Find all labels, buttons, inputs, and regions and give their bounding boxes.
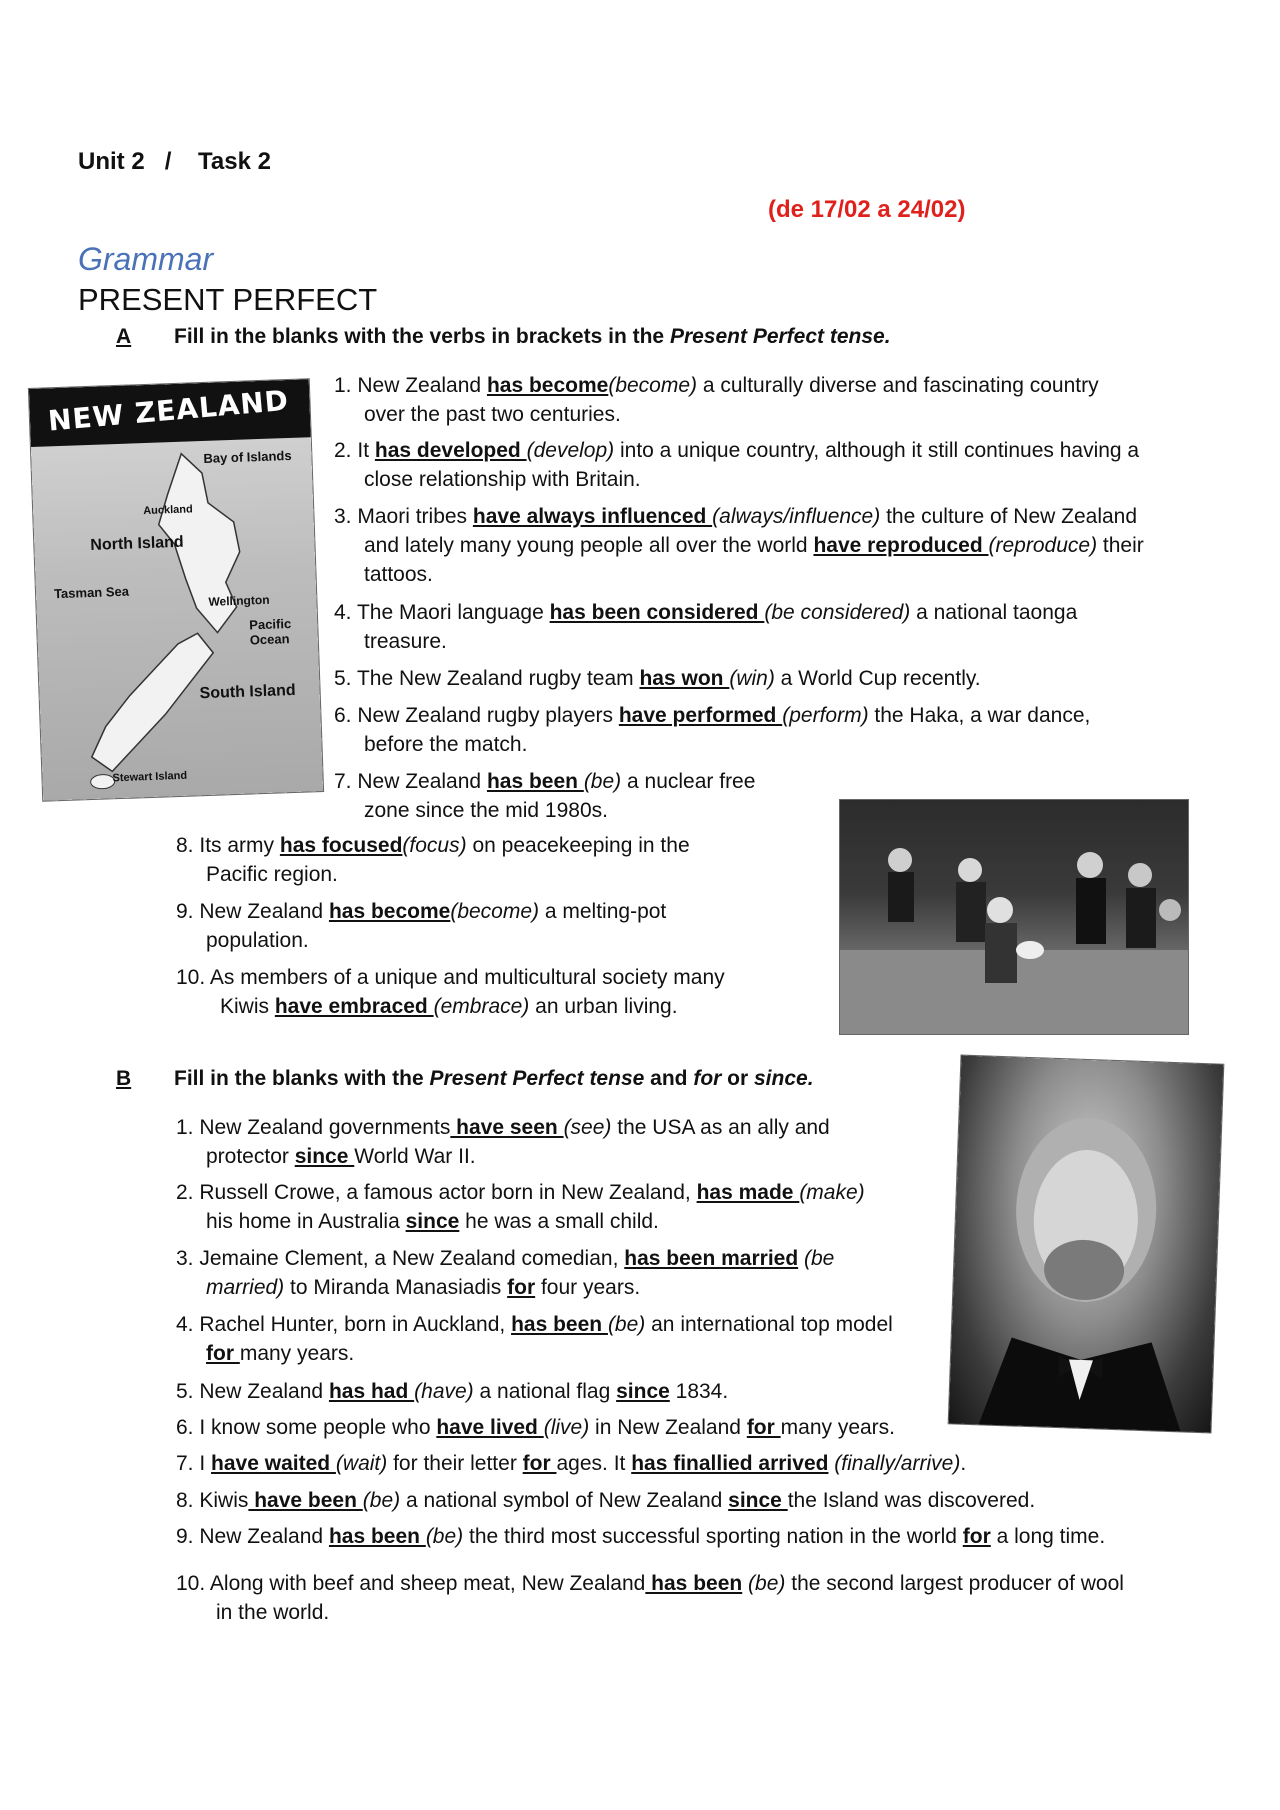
map-banner-text: NEW ZEALAND — [46, 383, 291, 438]
map-label-bay-of-islands: Bay of Islands — [203, 447, 292, 466]
list-item: 10. Along with beef and sheep meat, New Zealand has been (be) the second largest producer of wool in the world. — [176, 1572, 1124, 1624]
list-item: 9. New Zealand has been (be) the third most successful sporting nation in the world for a long time. — [176, 1525, 1106, 1548]
task-label: Task 2 — [198, 148, 271, 175]
list-item: 6. I know some people who have lived (live) in New Zealand for many years. — [176, 1416, 896, 1439]
list-item: 9. New Zealand has become(become) a melting-pot population. — [176, 900, 667, 952]
map-label-stewart-island: Stewart Island — [112, 769, 188, 785]
map-label-auckland: Auckland — [143, 503, 193, 518]
date-range: (de 17/02 a 24/02) — [768, 196, 966, 223]
rugby-players-photo — [840, 800, 1188, 1034]
list-item: 6. New Zealand rugby players have performed (perform) the Haka, a war dance, before the match. — [334, 704, 1091, 756]
map-label-south-island: South Island — [199, 681, 296, 703]
unit-label: Unit 2 — [78, 148, 145, 175]
list-item: 7. I have waited (wait) for their letter for ages. It has finallied arrived (finally/arrive). — [176, 1452, 967, 1475]
map-label-wellington: Wellington — [208, 592, 270, 609]
map-label-tasman-sea: Tasman Sea — [53, 583, 130, 602]
new-zealand-map-image — [29, 379, 323, 801]
grammar-label: Grammar — [78, 241, 214, 277]
list-item: 3. Maori tribes have always influenced (always/influence) the culture of New Zealand and lately many young people all over the world have reproduced (reproduce) their tattoos. — [334, 505, 1144, 586]
rugby-scene — [840, 800, 1188, 1034]
actor-portrait-photo — [949, 1056, 1224, 1433]
section-a-letter: A — [116, 325, 132, 348]
section-b-instruction: Fill in the blanks with the Present Perfect tense and for or since. — [174, 1067, 814, 1090]
section-a-instruction: Fill in the blanks with the verbs in brackets in the Present Perfect tense. — [174, 325, 891, 348]
list-item: 7. New Zealand has been (be) a nuclear free zone since the mid 1980s. — [334, 770, 756, 822]
portrait-scene — [949, 1056, 1224, 1433]
map-label-pacific-ocean: Pacific Ocean — [249, 616, 292, 648]
topic-title: PRESENT PERFECT — [78, 282, 378, 317]
list-item: 3. Jemaine Clement, a New Zealand comedian, has been married (be married) to Miranda Manasiadis for four years. — [176, 1247, 835, 1299]
unit-task-heading — [78, 148, 271, 176]
map-label-north-island: North Island — [90, 533, 184, 554]
heading-separator: / — [164, 148, 172, 175]
list-item: 2. Russell Crowe, a famous actor born in New Zealand, has made (make) his home in Australia since he was a small child. — [176, 1181, 865, 1233]
list-item: 1. New Zealand has become(become) a culturally diverse and fascinating country over the past two centuries. — [334, 374, 1099, 426]
list-item: 10. As members of a unique and multicultural society many Kiwis have embraced (embrace) an urban living. — [176, 966, 725, 1018]
list-item: 8. Kiwis have been (be) a national symbol of New Zealand since the Island was discovered. — [176, 1489, 1036, 1512]
section-b-letter: B — [116, 1067, 132, 1090]
list-item: 5. The New Zealand rugby team has won (win) a World Cup recently. — [334, 667, 981, 690]
list-item: 8. Its army has focused(focus) on peacekeeping in the Pacific region. — [176, 834, 690, 886]
list-item: 4. Rachel Hunter, born in Auckland, has been (be) an international top model for many years. — [176, 1313, 893, 1365]
list-item: 4. The Maori language has been considered (be considered) a national taonga treasure. — [334, 601, 1078, 653]
list-item: 5. New Zealand has had (have) a national flag since 1834. — [176, 1380, 729, 1403]
list-item: 2. It has developed (develop) into a unique country, although it still continues having a close relationship with Britain. — [334, 439, 1140, 491]
list-item: 1. New Zealand governments have seen (see) the USA as an ally and protector since World War II. — [176, 1116, 830, 1168]
